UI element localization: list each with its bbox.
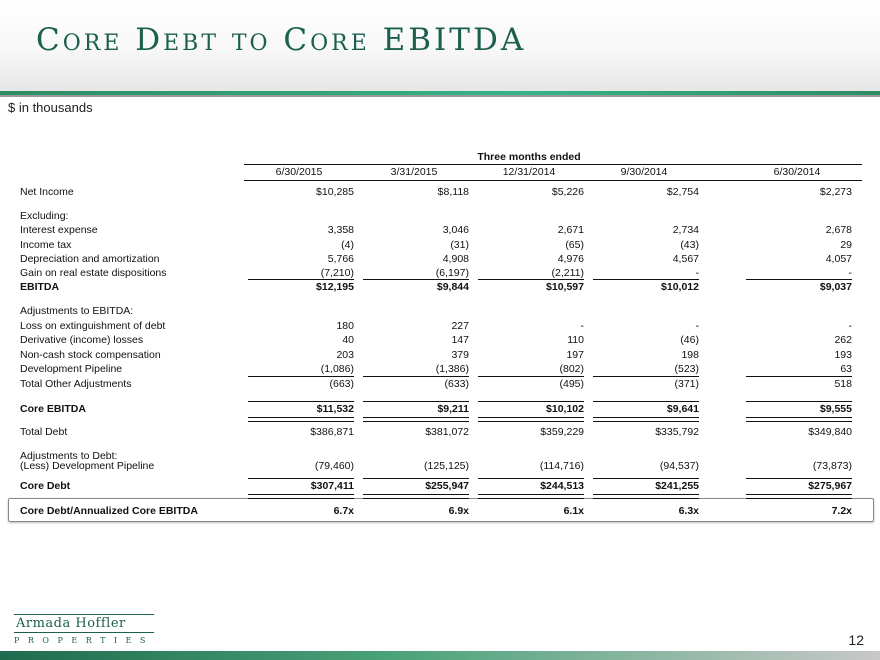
row-label: Adjustments to Debt: xyxy=(20,450,118,462)
table-cell: $381,072 xyxy=(425,426,469,438)
table-cell: $275,967 xyxy=(808,480,852,492)
total-double-rule xyxy=(593,494,699,499)
table-cell: (802) xyxy=(559,363,584,375)
table-cell: 7.2x xyxy=(831,505,852,517)
table-cell: (65) xyxy=(565,239,584,251)
table-cell: $9,211 xyxy=(437,403,469,415)
subtotal-rule xyxy=(363,376,469,377)
total-double-rule xyxy=(363,494,469,499)
total-double-rule xyxy=(593,417,699,422)
table-cell: 180 xyxy=(336,320,354,332)
subtotal-rule xyxy=(593,478,699,479)
subtotal-rule xyxy=(593,401,699,402)
row-label: Interest expense xyxy=(20,224,98,236)
table-cell: $244,513 xyxy=(540,480,584,492)
company-logo xyxy=(14,614,154,645)
table-cell: 193 xyxy=(834,349,852,361)
subtotal-rule xyxy=(248,478,354,479)
total-double-rule xyxy=(478,417,584,422)
table-cell: (1,086) xyxy=(320,363,354,375)
table-cell: - xyxy=(848,320,852,332)
table-cell: (43) xyxy=(680,239,699,251)
table-cell: 29 xyxy=(840,239,852,251)
row-label: Depreciation and amortization xyxy=(20,253,160,265)
table-cell: 6.7x xyxy=(333,505,354,517)
logo-tagline: PROPERTIES xyxy=(14,636,154,645)
table-cell: $9,641 xyxy=(666,403,699,415)
column-header: 6/30/2015 xyxy=(275,166,323,178)
table-cell: (523) xyxy=(674,363,699,375)
column-header: 9/30/2014 xyxy=(620,166,668,178)
table-cell: - xyxy=(848,267,852,279)
table-group-header: Three months ended xyxy=(477,151,581,163)
table-cell: 379 xyxy=(451,349,469,361)
row-label: Total Other Adjustments xyxy=(20,378,132,390)
group-header-underline xyxy=(244,164,862,165)
subtotal-rule xyxy=(248,279,354,280)
table-cell: 2,678 xyxy=(825,224,852,236)
table-cell: 262 xyxy=(834,334,852,346)
table-cell: (633) xyxy=(444,378,469,390)
table-cell: (371) xyxy=(674,378,699,390)
table-cell: $349,840 xyxy=(808,426,852,438)
table-cell: $2,273 xyxy=(819,186,852,198)
table-cell: (125,125) xyxy=(424,460,469,472)
row-label: Loss on extinguishment of debt xyxy=(20,320,166,332)
table-cell: $255,947 xyxy=(425,480,469,492)
table-cell: $10,597 xyxy=(546,281,584,293)
table-cell: 2,734 xyxy=(672,224,699,236)
table-cell: 227 xyxy=(451,320,469,332)
table-cell: 6.9x xyxy=(448,505,469,517)
column-header: 3/31/2015 xyxy=(390,166,438,178)
subtotal-rule xyxy=(248,401,354,402)
table-cell: $10,102 xyxy=(546,403,584,415)
table-cell: 6.1x xyxy=(563,505,584,517)
table-cell: (73,873) xyxy=(812,460,852,472)
row-label: Non-cash stock compensation xyxy=(20,349,161,361)
table-cell: $12,195 xyxy=(316,281,354,293)
total-double-rule xyxy=(248,494,354,499)
table-cell: (79,460) xyxy=(314,460,354,472)
table-cell: (6,197) xyxy=(435,267,469,279)
subtotal-rule xyxy=(746,478,852,479)
table-cell: $2,754 xyxy=(666,186,699,198)
total-double-rule xyxy=(478,494,584,499)
table-cell: 197 xyxy=(566,349,584,361)
table-cell: (114,716) xyxy=(539,460,584,472)
table-cell: 4,908 xyxy=(442,253,469,265)
row-label: (Less) Development Pipeline xyxy=(20,460,155,472)
subtotal-rule xyxy=(478,279,584,280)
table-cell: (94,537) xyxy=(659,460,699,472)
table-cell: - xyxy=(695,320,699,332)
table-cell: 203 xyxy=(336,349,354,361)
row-label: Adjustments to EBITDA: xyxy=(20,305,134,317)
table-cell: 3,046 xyxy=(442,224,469,236)
table-cell: (4) xyxy=(341,239,354,251)
table-cell: 5,766 xyxy=(327,253,354,265)
table-cell: (46) xyxy=(680,334,699,346)
logo-name: Armada Hoffler xyxy=(14,614,154,633)
table-cell: $9,555 xyxy=(819,403,852,415)
table-cell: 4,567 xyxy=(672,253,699,265)
table-cell: - xyxy=(695,267,699,279)
table-cell: 147 xyxy=(451,334,469,346)
table-cell: (31) xyxy=(450,239,469,251)
table-cell: (663) xyxy=(329,378,354,390)
subtotal-rule xyxy=(746,279,852,280)
table-cell: $307,411 xyxy=(310,480,354,492)
table-cell: $8,118 xyxy=(437,186,469,198)
subtotal-rule xyxy=(593,376,699,377)
table-cell: (495) xyxy=(559,378,584,390)
total-double-rule xyxy=(746,417,852,422)
subtotal-rule xyxy=(593,279,699,280)
table-cell: 6.3x xyxy=(678,505,699,517)
total-double-rule xyxy=(248,417,354,422)
subtotal-rule xyxy=(478,401,584,402)
table-cell: 518 xyxy=(834,378,852,390)
table-cell: 3,358 xyxy=(327,224,354,236)
footer-accent-bar xyxy=(0,651,880,660)
table-cell: $9,037 xyxy=(819,281,852,293)
table-cell: $241,255 xyxy=(655,480,699,492)
table-cell: 198 xyxy=(681,349,699,361)
table-cell: $10,012 xyxy=(661,281,699,293)
row-label: Core Debt xyxy=(20,480,71,492)
row-label: EBITDA xyxy=(20,281,60,293)
table-cell: (1,386) xyxy=(435,363,469,375)
subtotal-rule xyxy=(746,376,852,377)
table-cell: (2,211) xyxy=(551,267,584,279)
page-number: 12 xyxy=(848,632,864,648)
table-cell: 63 xyxy=(840,363,852,375)
row-label: Gain on real estate dispositions xyxy=(20,267,167,279)
column-header: 6/30/2014 xyxy=(773,166,821,178)
column-header-underline xyxy=(244,180,862,181)
table-cell: $10,285 xyxy=(316,186,354,198)
subtotal-rule xyxy=(363,401,469,402)
row-label: Derivative (income) losses xyxy=(20,334,144,346)
row-label: Excluding: xyxy=(20,210,69,222)
table-cell: (7,210) xyxy=(320,267,354,279)
row-label: Income tax xyxy=(20,239,72,251)
subtotal-rule xyxy=(478,376,584,377)
row-label: Development Pipeline xyxy=(20,363,123,375)
subtotal-rule xyxy=(363,279,469,280)
total-double-rule xyxy=(746,494,852,499)
table-cell: 110 xyxy=(567,334,584,346)
table-cell: 40 xyxy=(342,334,354,346)
units-note: $ in thousands xyxy=(8,100,93,115)
row-label: Core Debt/Annualized Core EBITDA xyxy=(20,505,198,517)
table-cell: $5,226 xyxy=(551,186,584,198)
table-cell: 2,671 xyxy=(557,224,584,236)
table-cell: 4,976 xyxy=(557,253,584,265)
table-cell: $386,871 xyxy=(310,426,354,438)
table-cell: $335,792 xyxy=(655,426,699,438)
table-cell: - xyxy=(580,320,584,332)
subtotal-rule xyxy=(248,376,354,377)
subtotal-rule xyxy=(478,478,584,479)
table-cell: 4,057 xyxy=(825,253,852,265)
table-cell: $359,229 xyxy=(540,426,584,438)
table-cell: $9,844 xyxy=(436,281,469,293)
page-title: Core Debt to Core EBITDA xyxy=(36,22,527,58)
total-double-rule xyxy=(363,417,469,422)
row-label: Total Debt xyxy=(20,426,68,438)
table-cell: $11,532 xyxy=(316,403,354,415)
subtotal-rule xyxy=(363,478,469,479)
subtotal-rule xyxy=(746,401,852,402)
column-header: 12/31/2014 xyxy=(502,166,556,178)
row-label: Core EBITDA xyxy=(20,403,86,415)
row-label: Net Income xyxy=(20,186,74,198)
